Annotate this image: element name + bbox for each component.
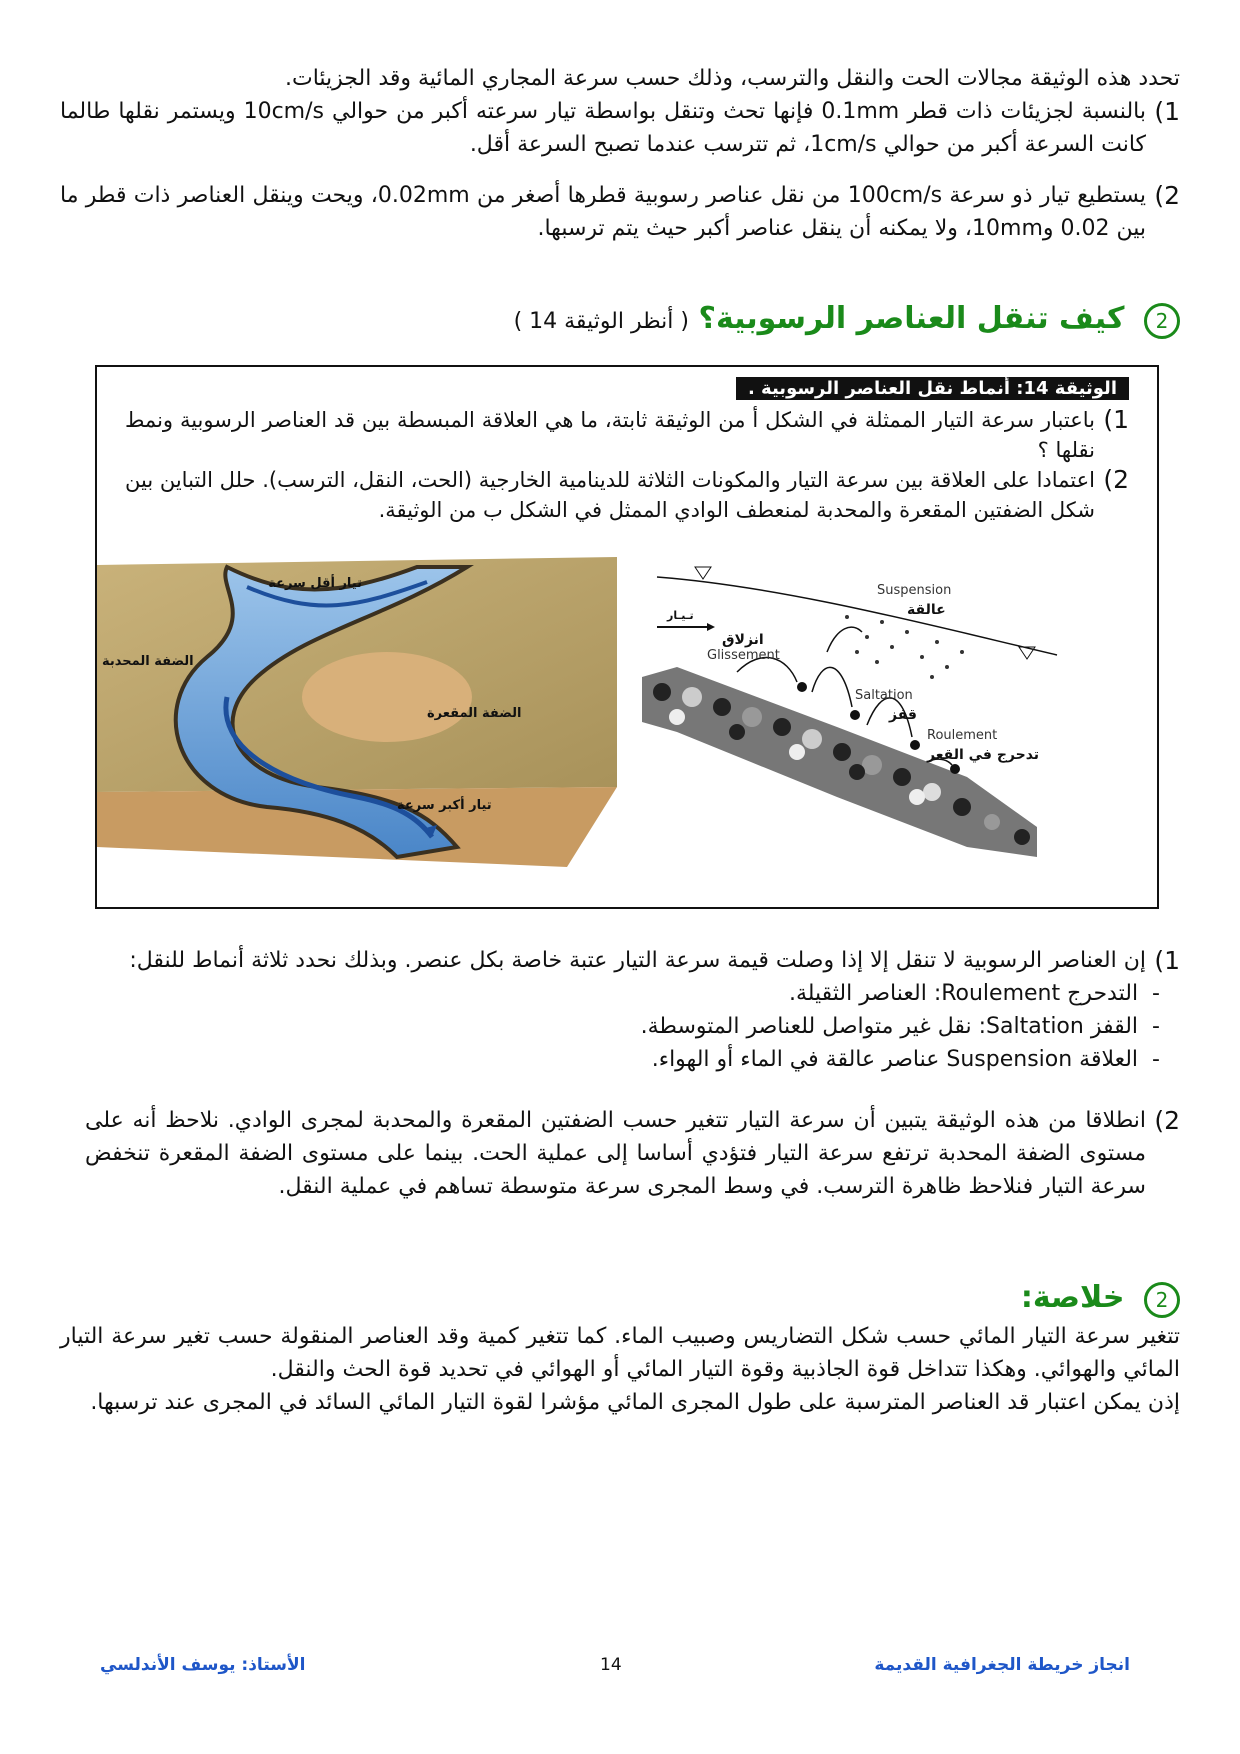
label-glissement-fr: Glissement xyxy=(707,648,780,663)
label-suspension-fr: Suspension xyxy=(877,583,952,598)
answer-2 xyxy=(85,1104,1180,1203)
pebble-glissement xyxy=(797,682,807,692)
bullet-text: التدحرج Roulement: العناصر الثقيلة. xyxy=(788,981,1139,1006)
intro-item-1 xyxy=(60,95,1180,161)
label-glissement-ar: انزلاق xyxy=(722,632,764,648)
figure-meander xyxy=(97,547,639,907)
pebble-saltation xyxy=(910,740,920,750)
document-question-list xyxy=(125,405,1129,525)
section-heading xyxy=(514,298,1180,343)
transport-diagram xyxy=(637,547,1157,907)
label-suspension-ar: عالقة xyxy=(907,602,946,618)
document-question-2 xyxy=(125,465,1129,525)
answer-bullets xyxy=(85,977,1180,1076)
bullet-text: العلاقة Suspension عناصر عالقة في الماء أو الهواء. xyxy=(651,1047,1139,1072)
label-concave-bank: الضفة المقعرة xyxy=(427,706,522,721)
section-marker: 2 xyxy=(1144,303,1180,339)
bullet-item: - العلاقة Suspension عناصر عالقة في الماء أو الهواء. xyxy=(651,1047,1160,1072)
label-roulement-fr: Roulement xyxy=(927,728,998,743)
sand-bar xyxy=(302,652,472,742)
intro-item-2 xyxy=(60,179,1180,245)
question-text: اعتمادا على العلاقة بين سرعة التيار والمكونات الثلاثة للدينامية الخارجية (الحت، النقل، الترسب). حلل التباين بين شكل الضفتين المقعرة والمحدبة لمنعطف الوادي الممثل في الشكل ب من الوثيقة. xyxy=(125,468,1095,522)
label-roulement-ar: تدحرج في القعر xyxy=(927,747,1040,763)
answer-text: انطلاقا من هذه الوثيقة يتبين أن سرعة التيار تتغير حسب الضفتين المقعرة والمحدبة لمجرى الوادي. نلاحظ أنه على مستوى الضفة المحدبة ترتفع سرعة التيار فتؤدي أساسا إلى عملية الحت. بينما على مستوى الضفة المقعرة تنخفض سرعة التيار فنلاحظ ظاهرة الترسب. في وسط المجرى سرعة متوسطة تساهم في عملية النقل. xyxy=(85,1108,1146,1199)
document-title: الوثيقة 14: أنماط نقل العناصر الرسوبية . xyxy=(736,377,1129,400)
answer-number: 1) xyxy=(1154,946,1180,975)
bullet-item: - القفز Saltation: نقل غير متواصل للعناصر المتوسطة. xyxy=(640,1014,1160,1039)
label-convex-bank: الضفة المحدبة xyxy=(102,654,194,669)
intro-line: تحدد هذه الوثيقة مجالات الحت والنقل والترسب، وذلك حسب سرعة المجاري المائية وقد الجزيئات. xyxy=(285,66,1180,91)
document-14-box xyxy=(95,365,1159,909)
question-text: باعتبار سرعة التيار الممثلة في الشكل أ من الوثيقة ثابتة، ما هي العلاقة المبسطة بين قد العناصر الرسوبية ونمط نقلها ؟ xyxy=(125,408,1095,462)
meander-illustration xyxy=(97,547,637,907)
bullet-text: القفز Saltation: نقل غير متواصل للعناصر المتوسطة. xyxy=(640,1014,1139,1039)
summary-paragraph-2: إذن يمكن اعتبار قد العناصر المترسبة على طول المجرى المائي مؤشرا لقوة التيار المائي السائد في المجرى عند ترسبها. xyxy=(90,1390,1180,1415)
summary-marker: 2 xyxy=(1144,1282,1180,1318)
summary-paragraph-1: تتغير سرعة التيار المائي حسب شكل التضاريس وصبيب الماء. كما تتغير كمية وقد العناصر المنقولة حسب تغير سرعة التيار المائي والهوائي. وهكذا تتداخل قوة الجاذبية وقوة التيار المائي أو الهوائي في تحديد قوة الحث والنقل. xyxy=(60,1324,1180,1382)
bullet-item: - التدحرج Roulement: العناصر الثقيلة. xyxy=(788,981,1160,1006)
intro-item-number: 2) xyxy=(1154,181,1180,210)
document-question-1 xyxy=(125,405,1129,465)
label-saltation-ar: قفز xyxy=(889,707,917,723)
section-title: كيف تنقل العناصر الرسوبية؟ xyxy=(698,301,1125,336)
summary-title: خلاصة: xyxy=(1020,1280,1125,1315)
intro-block xyxy=(60,62,1180,245)
question-number: 1) xyxy=(1103,405,1129,434)
question-number: 2) xyxy=(1103,465,1129,494)
document-questions xyxy=(97,367,1157,549)
label-current: تـيـار xyxy=(667,609,694,622)
answers-block xyxy=(85,944,1180,1203)
footer-course-title: انجاز خريطة الجغرافية القديمة xyxy=(874,1655,1130,1675)
pebble-saltation xyxy=(850,710,860,720)
section-reference: ( أنظر الوثيقة 14 ) xyxy=(513,309,689,334)
answer-1 xyxy=(85,944,1180,977)
intro-item-text: بالنسبة لجزيئات ذات قطر 0.1mm فإنها تحث وتنقل بواسطة تيار سرعته أكبر من حوالي 10cm/s ويستمر نقلها طالما كانت السرعة أكبر من حوالي 1cm/s، ثم تترسب عندما تصبح السرعة أقل. xyxy=(60,99,1146,157)
answer-number: 2) xyxy=(1154,1106,1180,1135)
label-saltation-fr: Saltation xyxy=(855,688,913,703)
summary-text xyxy=(60,1320,1180,1419)
figure-transport-modes xyxy=(637,547,1157,907)
intro-item-number: 1) xyxy=(1154,97,1180,126)
summary-heading xyxy=(1021,1277,1180,1319)
label-slow-current: تيار أقل سرعة xyxy=(268,576,362,591)
answer-text: إن العناصر الرسوبية لا تنقل إلا إذا وصلت قيمة سرعة التيار عتبة خاصة بكل عنصر. وبذلك نحدد ثلاثة أنماط للنقل: xyxy=(129,948,1146,973)
footer-teacher: الأستاذ: يوسف الأندلسي xyxy=(100,1655,306,1675)
footer-page-number: 14 xyxy=(600,1655,622,1675)
label-fast-current: تيار أكبر سرعة xyxy=(397,798,492,813)
pebble-roulement xyxy=(950,764,960,774)
intro-item-text: يستطيع تيار ذو سرعة 100cm/s من نقل عناصر رسوبية قطرها أصغر من 0.02mm، ويحت وينقل العناصر ذات قطر ما بين 0.02 و10mm، ولا يمكنه أن ينقل عناصر أكبر حيث يتم ترسبها. xyxy=(60,183,1147,241)
